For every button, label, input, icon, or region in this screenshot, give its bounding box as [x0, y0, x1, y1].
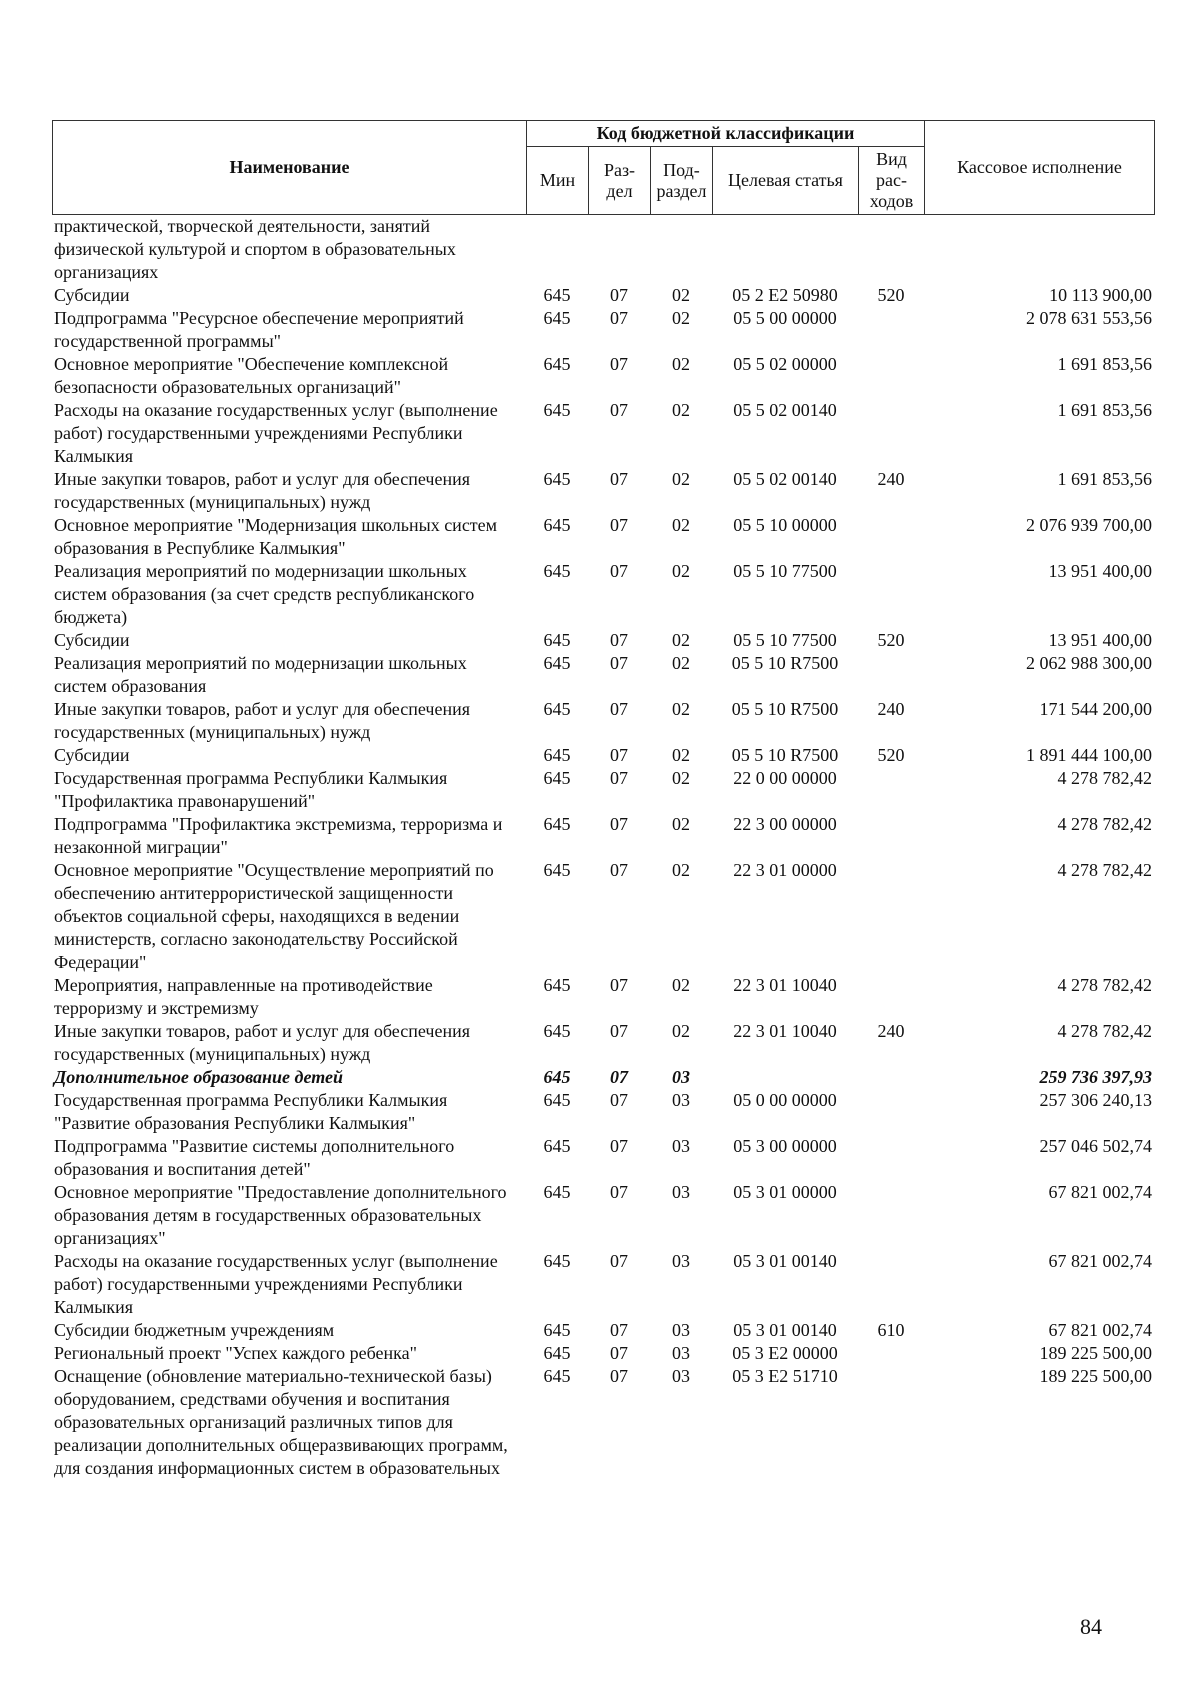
row-razdel: 07 — [610, 768, 628, 788]
row-target: 05 3 00 00000 — [733, 1136, 837, 1156]
row-amount: 2 076 939 700,00 — [1026, 515, 1152, 535]
row-razdel: 07 — [610, 515, 628, 535]
row-name: Субсидии — [54, 285, 130, 305]
table-row — [52, 974, 1154, 1020]
row-target: 05 5 10 00000 — [733, 515, 837, 535]
row-podrazdel: 03 — [672, 1182, 690, 1202]
row-amount: 4 278 782,42 — [1057, 975, 1152, 995]
row-podrazdel: 03 — [672, 1067, 690, 1087]
row-amount: 2 078 631 553,56 — [1026, 308, 1152, 328]
row-amount: 10 113 900,00 — [1049, 285, 1152, 305]
row-vid: 610 — [877, 1320, 905, 1340]
row-target: 22 3 01 00000 — [733, 860, 837, 880]
row-min: 645 — [543, 768, 571, 788]
row-min: 645 — [543, 469, 571, 489]
row-razdel: 07 — [610, 1320, 628, 1340]
row-target: 05 3 01 00140 — [733, 1320, 837, 1340]
row-podrazdel: 02 — [672, 285, 690, 305]
row-target — [712, 215, 858, 284]
row-min: 645 — [543, 1182, 571, 1202]
table-row — [52, 284, 1154, 307]
row-podrazdel: 02 — [672, 860, 690, 880]
table-row — [52, 514, 1154, 560]
row-podrazdel — [650, 215, 712, 284]
row-razdel: 07 — [610, 1251, 628, 1271]
row-podrazdel: 02 — [672, 653, 690, 673]
row-name: Основное мероприятие "Предоставление дополнительного образования детям в государственных образовательных организациях" — [54, 1182, 507, 1248]
table-row — [52, 560, 1154, 629]
row-podrazdel: 02 — [672, 1021, 690, 1041]
row-amount: 1 891 444 100,00 — [1026, 745, 1152, 765]
row-target: 05 5 10 R7500 — [731, 745, 839, 765]
row-podrazdel: 02 — [672, 354, 690, 374]
row-vid: 520 — [877, 285, 905, 305]
row-amount: 1 691 853,56 — [1057, 400, 1152, 420]
row-min: 645 — [543, 975, 571, 995]
row-amount: 13 951 400,00 — [1048, 630, 1152, 650]
row-amount: 4 278 782,42 — [1057, 860, 1152, 880]
header-razdel: Раз-дел — [589, 147, 651, 215]
row-min: 645 — [543, 1343, 571, 1363]
row-min: 645 — [543, 285, 571, 305]
row-vid — [858, 307, 924, 353]
row-razdel: 07 — [610, 745, 628, 765]
header-name: Наименование — [53, 121, 527, 215]
row-vid — [858, 1089, 924, 1135]
row-amount: 67 821 002,74 — [1048, 1182, 1152, 1202]
row-target: 05 5 02 00000 — [733, 354, 837, 374]
row-razdel: 07 — [610, 285, 628, 305]
row-vid: 240 — [877, 1021, 905, 1041]
row-podrazdel: 03 — [672, 1251, 690, 1271]
row-min: 645 — [543, 745, 571, 765]
row-razdel: 07 — [610, 1136, 628, 1156]
table-row — [52, 1250, 1154, 1319]
row-razdel: 07 — [610, 814, 628, 834]
row-amount: 259 736 397,93 — [1039, 1067, 1152, 1087]
row-name: Иные закупки товаров, работ и услуг для обеспечения государственных (муниципальных) нужд — [54, 1021, 470, 1064]
row-target: 05 3 01 00000 — [733, 1182, 837, 1202]
table-body — [52, 215, 1154, 1480]
table-row — [52, 1135, 1154, 1181]
table-row — [52, 813, 1154, 859]
row-vid — [858, 353, 924, 399]
row-amount: 189 225 500,00 — [1039, 1366, 1152, 1386]
row-name: Мероприятия, направленные на противодействие терроризму и экстремизму — [54, 975, 433, 1018]
row-name: Иные закупки товаров, работ и услуг для обеспечения государственных (муниципальных) нужд — [54, 469, 470, 512]
row-podrazdel: 02 — [672, 768, 690, 788]
row-target: 22 3 00 00000 — [733, 814, 837, 834]
table-row — [52, 307, 1154, 353]
row-amount: 1 691 853,56 — [1057, 354, 1152, 374]
table-row — [52, 1342, 1154, 1365]
row-min: 645 — [543, 1021, 571, 1041]
row-razdel: 07 — [610, 1021, 628, 1041]
row-razdel: 07 — [610, 1067, 628, 1087]
row-min: 645 — [543, 1090, 571, 1110]
row-podrazdel: 03 — [672, 1366, 690, 1386]
row-target: 05 5 10 R7500 — [731, 699, 839, 719]
row-vid — [858, 767, 924, 813]
row-razdel: 07 — [610, 1343, 628, 1363]
row-min: 645 — [543, 308, 571, 328]
header-vid: Вид рас-ходов — [859, 147, 925, 215]
row-name: Государственная программа Республики Калмыкия "Профилактика правонарушений" — [54, 768, 448, 811]
row-podrazdel: 02 — [672, 699, 690, 719]
row-amount — [924, 215, 1154, 284]
row-min: 645 — [543, 515, 571, 535]
header-min: Мин — [527, 147, 589, 215]
table-row — [52, 399, 1154, 468]
row-vid — [858, 1365, 924, 1480]
row-razdel: 07 — [610, 860, 628, 880]
row-podrazdel: 02 — [672, 745, 690, 765]
row-name: Субсидии — [54, 745, 130, 765]
row-amount: 1 691 853,56 — [1057, 469, 1152, 489]
row-amount: 257 046 502,74 — [1039, 1136, 1152, 1156]
row-name: Подпрограмма "Профилактика экстремизма, терроризма и незаконной миграции" — [54, 814, 503, 857]
row-vid — [858, 652, 924, 698]
row-min — [526, 215, 588, 284]
row-podrazdel: 02 — [672, 308, 690, 328]
row-vid — [858, 1342, 924, 1365]
row-amount: 4 278 782,42 — [1057, 1021, 1152, 1041]
table-row — [52, 859, 1154, 974]
row-name: Основное мероприятие "Обеспечение комплексной безопасности образовательных организаций" — [54, 354, 449, 397]
table-header — [52, 120, 1155, 215]
row-target: 22 3 01 10040 — [733, 1021, 837, 1041]
row-name: Реализация мероприятий по модернизации школьных систем образования — [54, 653, 467, 696]
header-code-group: Код бюджетной классификации — [527, 121, 925, 147]
row-vid — [858, 215, 924, 284]
row-name: Субсидии — [54, 630, 130, 650]
header-kassovoe: Кассовое исполнение — [925, 121, 1155, 215]
row-razdel: 07 — [610, 630, 628, 650]
row-razdel: 07 — [610, 1182, 628, 1202]
row-amount: 67 821 002,74 — [1048, 1251, 1152, 1271]
row-vid: 520 — [877, 630, 905, 650]
row-target: 05 3 Е2 00000 — [732, 1343, 838, 1363]
row-min: 645 — [543, 1320, 571, 1340]
row-name: Подпрограмма "Развитие системы дополнительного образования и воспитания детей" — [54, 1136, 455, 1179]
row-razdel: 07 — [610, 400, 628, 420]
row-name: Реализация мероприятий по модернизации школьных систем образования (за счет средств республиканского бюджета) — [54, 561, 475, 627]
row-razdel: 07 — [610, 469, 628, 489]
row-amount: 13 951 400,00 — [1048, 561, 1152, 581]
row-amount: 4 278 782,42 — [1057, 768, 1152, 788]
row-target: 22 0 00 00000 — [733, 768, 837, 788]
row-min: 645 — [543, 699, 571, 719]
row-vid — [858, 813, 924, 859]
row-name: Субсидии бюджетным учреждениям — [54, 1320, 335, 1340]
row-target: 05 5 10 77500 — [733, 630, 837, 650]
row-amount: 4 278 782,42 — [1057, 814, 1152, 834]
row-podrazdel: 03 — [672, 1090, 690, 1110]
table-row — [52, 353, 1154, 399]
row-min: 645 — [543, 561, 571, 581]
row-min: 645 — [543, 400, 571, 420]
row-amount: 2 062 988 300,00 — [1026, 653, 1152, 673]
row-podrazdel: 02 — [672, 561, 690, 581]
table-row — [52, 1181, 1154, 1250]
table-row — [52, 215, 1154, 284]
row-target — [712, 1066, 858, 1089]
row-min: 645 — [543, 1067, 571, 1087]
row-target: 05 5 10 77500 — [733, 561, 837, 581]
row-vid — [858, 1181, 924, 1250]
header-celevaya: Целевая статья — [713, 147, 859, 215]
row-vid: 240 — [877, 699, 905, 719]
row-razdel: 07 — [610, 653, 628, 673]
row-min: 645 — [543, 814, 571, 834]
row-razdel: 07 — [610, 354, 628, 374]
row-amount: 171 544 200,00 — [1039, 699, 1152, 719]
row-target: 05 5 00 00000 — [733, 308, 837, 328]
row-vid — [858, 859, 924, 974]
row-vid — [858, 1066, 924, 1089]
row-podrazdel: 03 — [672, 1343, 690, 1363]
row-razdel: 07 — [610, 1090, 628, 1110]
row-podrazdel: 02 — [672, 400, 690, 420]
row-target: 05 3 Е2 51710 — [732, 1366, 838, 1386]
row-razdel: 07 — [610, 561, 628, 581]
row-razdel: 07 — [610, 1366, 628, 1386]
row-amount: 67 821 002,74 — [1048, 1320, 1152, 1340]
table-row — [52, 1066, 1154, 1089]
table-row — [52, 767, 1154, 813]
row-vid — [858, 1135, 924, 1181]
header-podrazdel: Под-раздел — [651, 147, 713, 215]
row-target: 05 5 02 00140 — [733, 400, 837, 420]
row-vid — [858, 1250, 924, 1319]
row-name: практической, творческой деятельности, занятий физической культурой и спортом в образовательных организациях — [54, 216, 456, 282]
row-vid — [858, 974, 924, 1020]
row-name: Подпрограмма "Ресурсное обеспечение мероприятий государственной программы" — [54, 308, 464, 351]
table-row — [52, 1365, 1154, 1480]
row-target: 05 2 Е2 50980 — [732, 285, 838, 305]
table-row — [52, 652, 1154, 698]
row-podrazdel: 03 — [672, 1136, 690, 1156]
table-row — [52, 744, 1154, 767]
table-row — [52, 1089, 1154, 1135]
page-number: 84 — [1080, 1614, 1102, 1639]
row-name: Основное мероприятие "Модернизация школьных систем образования в Республике Калмыкия" — [54, 515, 498, 558]
row-name: Государственная программа Республики Калмыкия "Развитие образования Республики Калмыкия" — [54, 1090, 448, 1133]
row-amount: 257 306 240,13 — [1039, 1090, 1152, 1110]
budget-table — [52, 120, 1154, 1480]
row-target: 05 5 02 00140 — [733, 469, 837, 489]
row-vid — [858, 514, 924, 560]
row-target: 05 0 00 00000 — [733, 1090, 837, 1110]
row-min: 645 — [543, 860, 571, 880]
row-name: Дополнительное образование детей — [54, 1067, 343, 1087]
row-name: Расходы на оказание государственных услуг (выполнение работ) государственными учреждениями Республики Калмыкия — [54, 400, 498, 466]
row-podrazdel: 02 — [672, 975, 690, 995]
row-min: 645 — [543, 354, 571, 374]
table-row — [52, 1319, 1154, 1342]
row-razdel: 07 — [610, 699, 628, 719]
row-vid — [858, 560, 924, 629]
row-min: 645 — [543, 630, 571, 650]
row-name: Расходы на оказание государственных услуг (выполнение работ) государственными учреждениями Республики Калмыкия — [54, 1251, 498, 1317]
row-min: 645 — [543, 1366, 571, 1386]
row-vid: 520 — [877, 745, 905, 765]
row-amount: 189 225 500,00 — [1039, 1343, 1152, 1363]
row-razdel: 07 — [610, 975, 628, 995]
row-min: 645 — [543, 653, 571, 673]
row-razdel: 07 — [610, 308, 628, 328]
row-target: 05 5 10 R7500 — [731, 653, 839, 673]
row-vid: 240 — [877, 469, 905, 489]
row-podrazdel: 02 — [672, 515, 690, 535]
table-row — [52, 468, 1154, 514]
row-razdel — [588, 215, 650, 284]
row-name: Региональный проект "Успех каждого ребенка" — [54, 1343, 417, 1363]
row-name: Основное мероприятие "Осуществление мероприятий по обеспечению антитеррористической защищенности объектов социальной сферы, находящихся в ведении министерств, согласно законодательству Российской Федерации" — [54, 860, 494, 972]
row-target: 05 3 01 00140 — [733, 1251, 837, 1271]
table-row — [52, 629, 1154, 652]
row-podrazdel: 02 — [672, 630, 690, 650]
row-min: 645 — [543, 1251, 571, 1271]
row-name: Иные закупки товаров, работ и услуг для обеспечения государственных (муниципальных) нужд — [54, 699, 470, 742]
row-podrazdel: 02 — [672, 814, 690, 834]
table-row — [52, 698, 1154, 744]
row-podrazdel: 02 — [672, 469, 690, 489]
row-name: Оснащение (обновление материально-технической базы) оборудованием, средствами обучения и воспитания образовательных организаций различных типов для реализации дополнительных общеразвивающих программ, для создания информационных систем в образовательных — [54, 1366, 508, 1478]
row-min: 645 — [543, 1136, 571, 1156]
row-target: 22 3 01 10040 — [733, 975, 837, 995]
row-podrazdel: 03 — [672, 1320, 690, 1340]
row-vid — [858, 399, 924, 468]
table-row — [52, 1020, 1154, 1066]
